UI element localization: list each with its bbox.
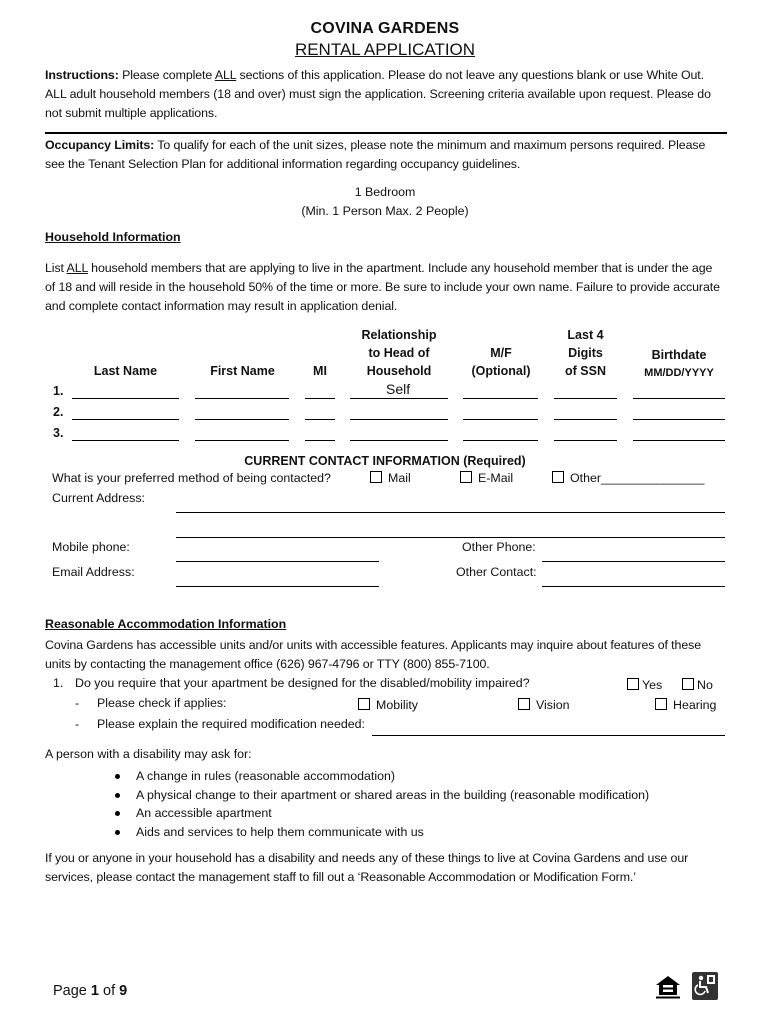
col-last-name: Last Name	[93, 364, 158, 378]
relationship-self-value[interactable]: Self	[386, 381, 411, 397]
occupancy-label: Occupancy Limits:	[45, 138, 155, 152]
list-item: A change in rules (reasonable accommodation)	[136, 767, 649, 786]
col-relationship: Relationship to Head of Household	[361, 328, 437, 378]
checkbox[interactable]	[627, 678, 639, 690]
check-applies-label: Please check if applies:	[97, 696, 227, 710]
other-phone-label: Other Phone:	[462, 540, 536, 554]
field-mi[interactable]	[305, 419, 335, 420]
contact-option-mail[interactable]: Mail	[370, 471, 411, 485]
occupancy-paragraph: Occupancy Limits: To qualify for each of the unit sizes, please note the minimum and maximum persons required. Please see the Tenant Selection Plan for additional information regarding occupancy guidelines.	[45, 138, 706, 171]
row-number: 1.	[53, 384, 64, 398]
unit-size: 1 Bedroom	[354, 185, 416, 199]
current-address-label: Current Address:	[52, 491, 145, 505]
email-address-label: Email Address:	[52, 565, 135, 579]
option-mobility[interactable]: Mobility	[358, 698, 418, 712]
field-relationship[interactable]	[350, 440, 448, 441]
other-contact-field[interactable]	[542, 586, 725, 587]
field-last-name[interactable]	[72, 440, 179, 441]
instructions-paragraph: Instructions: Please complete ALL sections of this application. Please do not leave any questions blank or use White Out. ALL adult household members (18 and over) must sign the application. Screening criteria available upon request. Please do not submit multiple applications.	[45, 68, 711, 120]
field-last-name[interactable]	[72, 419, 179, 420]
field-mf[interactable]	[463, 419, 538, 420]
checkbox[interactable]	[358, 698, 370, 710]
field-birthdate[interactable]	[633, 419, 725, 420]
accommodation-heading: Reasonable Accommodation Information	[45, 617, 287, 631]
option-vision[interactable]: Vision	[518, 698, 570, 712]
occupancy-limits: (Min. 1 Person Max. 2 People)	[301, 204, 469, 218]
field-first-name[interactable]	[195, 419, 289, 420]
contact-option-other[interactable]: Other_______________	[552, 471, 704, 485]
field-mf[interactable]	[463, 440, 538, 441]
checkbox[interactable]	[460, 471, 472, 483]
dash: -	[75, 717, 80, 731]
household-heading: Household Information	[45, 230, 181, 244]
explain-modification-label: Please explain the required modification needed:	[97, 717, 365, 731]
field-birthdate[interactable]	[633, 440, 725, 441]
bullet-icon	[115, 811, 120, 816]
checkbox[interactable]	[655, 698, 667, 710]
mobile-phone-field[interactable]	[176, 561, 379, 562]
col-first-name: First Name	[210, 364, 275, 378]
document-title: COVINA GARDENS	[310, 20, 460, 37]
checkbox[interactable]	[518, 698, 530, 710]
household-paragraph: List ALL household members that are applying to live in the apartment. Include any household member that is under the age of 18 and will reside in the household 50% of the time or more. Be sure to include your own name. Failure to provide accurate and complete contact information may result in application denial.	[45, 261, 720, 313]
email-address-field[interactable]	[176, 586, 379, 587]
checkbox[interactable]	[552, 471, 564, 483]
field-first-name[interactable]	[195, 398, 289, 399]
divider	[45, 132, 727, 134]
current-address-line1[interactable]	[176, 512, 725, 513]
field-last-name[interactable]	[72, 398, 179, 399]
instructions-label: Instructions:	[45, 68, 119, 82]
current-address-line2[interactable]	[176, 537, 725, 538]
list-item: Aids and services to help them communicate with us	[136, 823, 649, 842]
disability-list	[136, 767, 649, 841]
bullet-icon	[115, 830, 120, 835]
equal-housing-icon	[654, 974, 682, 1000]
bullet-icon	[115, 774, 120, 779]
row-number: 2.	[53, 405, 64, 419]
question-number: 1.	[53, 676, 64, 690]
answer-no[interactable]: No	[682, 678, 713, 692]
other-contact-label: Other Contact:	[456, 565, 537, 579]
field-mi[interactable]	[305, 440, 335, 441]
disability-intro: A person with a disability may ask for:	[45, 747, 252, 761]
accessibility-icon	[692, 972, 718, 1000]
field-relationship[interactable]	[350, 398, 448, 399]
list-item: A physical change to their apartment or shared areas in the building (reasonable modification)	[136, 786, 649, 805]
page-number: Page 1 of 9	[53, 983, 128, 999]
field-mi[interactable]	[305, 398, 335, 399]
other-phone-field[interactable]	[542, 561, 725, 562]
col-mf: M/F (Optional)	[471, 346, 531, 378]
option-hearing[interactable]: Hearing	[655, 698, 716, 712]
field-first-name[interactable]	[195, 440, 289, 441]
checkbox[interactable]	[682, 678, 694, 690]
disability-closing: If you or anyone in your household has a disability and needs any of these things to live at Covina Gardens and use our services, please contact the management staff to fill out a ‘Reasonable Accommodation or Modification Form.’	[45, 851, 689, 884]
bullet-icon	[115, 793, 120, 798]
dash: -	[75, 696, 80, 710]
field-birthdate[interactable]	[633, 398, 725, 399]
field-ssn[interactable]	[554, 398, 617, 399]
explain-modification-field[interactable]	[372, 735, 725, 736]
mobile-phone-label: Mobile phone:	[52, 540, 130, 554]
contact-heading: CURRENT CONTACT INFORMATION (Required)	[244, 454, 526, 468]
field-ssn[interactable]	[554, 440, 617, 441]
document-subtitle: RENTAL APPLICATION	[294, 40, 476, 59]
col-ssn: Last 4 Digits of SSN	[565, 328, 606, 378]
answer-yes[interactable]: Yes	[627, 678, 662, 692]
col-birthdate: Birthdate MM/DD/YYYY	[644, 348, 714, 379]
accommodation-paragraph: Covina Gardens has accessible units and/or units with accessible features. Applicants may inquire about features of these units by contacting the management office (626) 967-4796 or TTY (800) 855-7100.	[45, 638, 701, 671]
contact-option-email[interactable]: E-Mail	[460, 471, 513, 485]
field-mf[interactable]	[463, 398, 538, 399]
field-relationship[interactable]	[350, 419, 448, 420]
col-mi: MI	[313, 364, 327, 378]
list-item: An accessible apartment	[136, 804, 649, 823]
preferred-contact-question: What is your preferred method of being contacted?	[52, 471, 331, 485]
checkbox[interactable]	[370, 471, 382, 483]
field-ssn[interactable]	[554, 419, 617, 420]
accommodation-question: Do you require that your apartment be designed for the disabled/mobility impaired?	[75, 676, 530, 690]
row-number: 3.	[53, 426, 64, 440]
